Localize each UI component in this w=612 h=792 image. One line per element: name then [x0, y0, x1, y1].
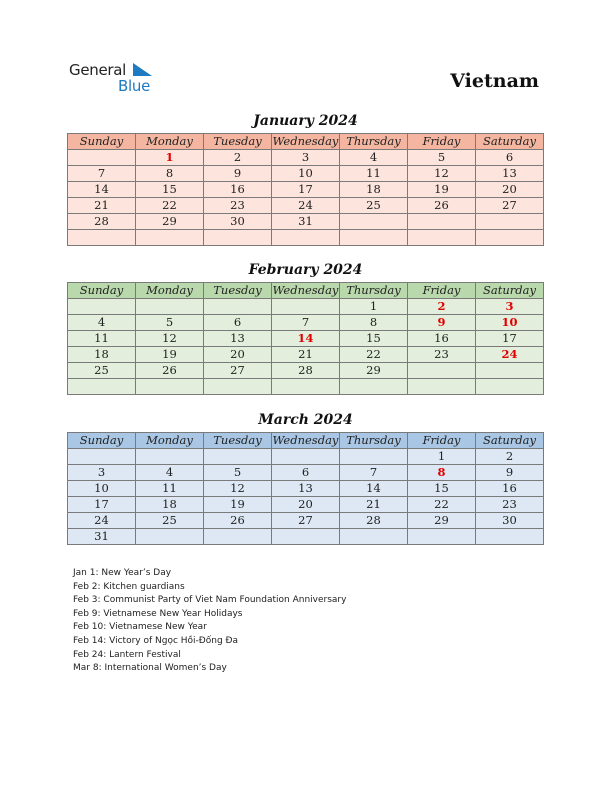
logo-word-general: General	[69, 61, 127, 79]
month-title-february: February 2024	[248, 262, 363, 278]
weekday-header: Sunday	[68, 134, 136, 150]
calendar-day: 20	[204, 347, 272, 363]
calendar-day: 14	[340, 481, 408, 497]
calendar-day	[408, 529, 476, 545]
calendar-day: 20	[272, 497, 340, 513]
calendar-day: 1	[408, 449, 476, 465]
calendar-day: 23	[408, 347, 476, 363]
calendar-day: 14	[68, 182, 136, 198]
calendar-day: 3	[272, 150, 340, 166]
calendar-day: 24	[272, 198, 340, 214]
calendar-day: 24	[68, 513, 136, 529]
calendar-week-row	[68, 347, 544, 363]
calendar-day: 13	[272, 481, 340, 497]
calendar-day	[204, 299, 272, 315]
calendar-day	[340, 230, 408, 246]
holiday-note: Jan 1: New Year’s Day	[73, 568, 172, 578]
calendar-day: 21	[340, 497, 408, 513]
holiday-note: Feb 3: Communist Party of Viet Nam Foundation Anniversary	[73, 595, 347, 606]
holiday-note: Feb 24: Lantern Festival	[73, 649, 181, 660]
calendar-day: 16	[408, 331, 476, 347]
calendar-day: 12	[136, 331, 204, 347]
calendar-week-row	[68, 363, 544, 379]
calendar-day: 10	[68, 481, 136, 497]
weekday-header: Sunday	[68, 433, 136, 449]
calendar-day-holiday: 14	[272, 331, 340, 347]
calendar-day: 22	[136, 198, 204, 214]
calendar-day-holiday: 9	[408, 315, 476, 331]
weekday-header: Tuesday	[204, 134, 272, 150]
holiday-note: Feb 14: Victory of Ngọc Hồi-Đống Đa	[73, 635, 239, 646]
weekday-header: Wednesday	[272, 433, 339, 447]
calendar-day: 5	[408, 150, 476, 166]
calendar-day	[272, 230, 340, 246]
calendar-day: 1	[340, 299, 408, 315]
calendar-day: 15	[408, 481, 476, 497]
calendar-day	[68, 150, 136, 166]
weekday-header-row	[68, 433, 544, 449]
calendar-week-row	[68, 299, 544, 315]
weekday-header: Saturday	[476, 283, 544, 299]
calendar-day: 6	[272, 465, 340, 481]
weekday-header: Monday	[136, 433, 204, 449]
calendar-day: 27	[204, 363, 272, 379]
calendar-day	[340, 214, 408, 230]
calendar-week-row	[68, 315, 544, 331]
weekday-header-row	[68, 283, 544, 299]
calendar-day: 29	[136, 214, 204, 230]
calendar-day: 26	[204, 513, 272, 529]
calendar-week-row	[68, 513, 544, 529]
calendar-day: 9	[204, 166, 272, 182]
calendar-day	[408, 379, 476, 395]
calendar-day: 28	[68, 214, 136, 230]
weekday-header: Tuesday	[204, 433, 272, 449]
calendar-day: 7	[340, 465, 408, 481]
calendar-day	[476, 363, 544, 379]
weekday-header: Tuesday	[204, 283, 272, 299]
calendar-day: 8	[340, 315, 408, 331]
calendar-day: 12	[204, 481, 272, 497]
calendar-week-row	[68, 150, 544, 166]
calendar-day: 15	[136, 182, 204, 198]
calendar-day	[272, 379, 340, 395]
calendar-day	[204, 529, 272, 545]
calendar-january	[67, 133, 544, 246]
calendar-week-row	[68, 331, 544, 347]
calendar-day	[340, 529, 408, 545]
calendar-day: 29	[340, 363, 408, 379]
calendar-day: 23	[476, 497, 544, 513]
calendar-day	[136, 449, 204, 465]
calendar-day	[136, 379, 204, 395]
calendar-day: 26	[408, 198, 476, 214]
weekday-header: Wednesday	[272, 134, 339, 148]
holiday-notes	[73, 567, 346, 676]
calendar-day: 5	[136, 315, 204, 331]
weekday-header: Thursday	[340, 433, 408, 449]
calendar-day: 19	[408, 182, 476, 198]
calendar-day: 22	[408, 497, 476, 513]
calendar-week-row	[68, 198, 544, 214]
logo-word-blue: Blue	[118, 77, 150, 95]
calendar-day: 13	[476, 166, 544, 182]
calendar-body	[68, 150, 544, 246]
calendar-day	[408, 230, 476, 246]
calendar-week-row	[68, 497, 544, 513]
calendar-day-holiday: 24	[476, 347, 544, 363]
calendar-day: 6	[204, 315, 272, 331]
calendar-day: 25	[68, 363, 136, 379]
calendar-week-row	[68, 230, 544, 246]
calendar-day	[476, 214, 544, 230]
calendar-day: 10	[272, 166, 340, 182]
calendar-day: 2	[476, 449, 544, 465]
calendar-day: 11	[340, 166, 408, 182]
calendar-day: 31	[68, 529, 136, 545]
holiday-note: Feb 10: Vietnamese New Year	[73, 622, 207, 633]
month-title-january: January 2024	[253, 113, 358, 129]
calendar-day: 30	[204, 214, 272, 230]
holiday-note: Feb 9: Vietnamese New Year Holidays	[73, 608, 243, 619]
calendar-day: 5	[204, 465, 272, 481]
calendar-day	[476, 529, 544, 545]
calendar-week-row	[68, 465, 544, 481]
calendar-day	[340, 449, 408, 465]
calendar-day: 22	[340, 347, 408, 363]
weekday-header: Friday	[408, 283, 476, 299]
calendar-day: 13	[204, 331, 272, 347]
calendar-week-row	[68, 166, 544, 182]
weekday-header: Sunday	[68, 283, 136, 299]
calendar-day: 19	[136, 347, 204, 363]
calendar-day	[204, 379, 272, 395]
calendar-day: 31	[272, 214, 340, 230]
calendar-day: 9	[476, 465, 544, 481]
calendar-day: 16	[204, 182, 272, 198]
calendar-week-row	[68, 214, 544, 230]
weekday-header: Thursday	[340, 134, 408, 150]
calendar-day	[272, 529, 340, 545]
calendar-day	[408, 363, 476, 379]
calendar-day: 27	[272, 513, 340, 529]
calendar-week-row	[68, 481, 544, 497]
calendar-day: 17	[476, 331, 544, 347]
calendar-day: 7	[68, 166, 136, 182]
calendar-day: 12	[408, 166, 476, 182]
holiday-note: Feb 2: Kitchen guardians	[73, 581, 185, 592]
calendar-day: 26	[136, 363, 204, 379]
calendar-day: 16	[476, 481, 544, 497]
calendar-day: 7	[272, 315, 340, 331]
calendar-body	[68, 299, 544, 395]
weekday-header: Saturday	[476, 134, 544, 150]
calendar-day: 25	[136, 513, 204, 529]
weekday-header: Monday	[136, 134, 204, 150]
calendar-day-holiday: 3	[476, 299, 544, 315]
calendar-day: 3	[68, 465, 136, 481]
calendar-day	[136, 299, 204, 315]
month-title-march: March 2024	[258, 412, 353, 428]
calendar-week-row	[68, 529, 544, 545]
holiday-note: Mar 8: International Women’s Day	[73, 663, 227, 674]
calendar-day	[204, 230, 272, 246]
calendar-day	[272, 449, 340, 465]
calendar-day	[340, 379, 408, 395]
calendar-day: 21	[272, 347, 340, 363]
calendar-day: 4	[340, 150, 408, 166]
calendar-march	[67, 432, 544, 545]
calendar-day	[476, 379, 544, 395]
calendar-day-holiday: 10	[476, 315, 544, 331]
calendar-day: 4	[68, 315, 136, 331]
calendar-day	[476, 230, 544, 246]
logo-triangle-icon	[133, 63, 153, 77]
calendar-day: 4	[136, 465, 204, 481]
calendar-february	[67, 282, 544, 395]
calendar-day: 15	[340, 331, 408, 347]
logo	[69, 60, 169, 96]
calendar-day	[68, 449, 136, 465]
calendar-day	[408, 214, 476, 230]
calendar-week-row	[68, 449, 544, 465]
calendar-day-holiday: 1	[136, 150, 204, 166]
calendar-day	[68, 299, 136, 315]
calendar-day: 2	[204, 150, 272, 166]
calendar-week-row	[68, 182, 544, 198]
calendar-day: 18	[136, 497, 204, 513]
weekday-header: Wednesday	[272, 283, 339, 297]
weekday-header: Monday	[136, 283, 204, 299]
country-title: Vietnam	[450, 70, 539, 92]
calendar-day	[68, 379, 136, 395]
weekday-header: Thursday	[340, 283, 408, 299]
calendar-day: 28	[340, 513, 408, 529]
calendar-day	[272, 299, 340, 315]
weekday-header-row	[68, 134, 544, 150]
calendar-day-holiday: 8	[408, 465, 476, 481]
calendar-day: 23	[204, 198, 272, 214]
calendar-day	[204, 449, 272, 465]
calendar-day: 29	[408, 513, 476, 529]
weekday-header: Friday	[408, 134, 476, 150]
calendar-day: 27	[476, 198, 544, 214]
calendar-day: 19	[204, 497, 272, 513]
calendar-body	[68, 449, 544, 545]
calendar-day: 18	[68, 347, 136, 363]
calendar-day	[136, 230, 204, 246]
calendar-day: 25	[340, 198, 408, 214]
calendar-day: 17	[272, 182, 340, 198]
calendar-day: 18	[340, 182, 408, 198]
weekday-header: Saturday	[476, 433, 544, 449]
calendar-day-holiday: 2	[408, 299, 476, 315]
calendar-day	[68, 230, 136, 246]
weekday-header: Friday	[408, 433, 476, 449]
calendar-day: 28	[272, 363, 340, 379]
calendar-day: 11	[68, 331, 136, 347]
calendar-day: 17	[68, 497, 136, 513]
calendar-day: 8	[136, 166, 204, 182]
calendar-day: 6	[476, 150, 544, 166]
calendar-day: 21	[68, 198, 136, 214]
calendar-day: 11	[136, 481, 204, 497]
calendar-day	[136, 529, 204, 545]
calendar-day: 20	[476, 182, 544, 198]
calendar-day: 30	[476, 513, 544, 529]
calendar-week-row	[68, 379, 544, 395]
